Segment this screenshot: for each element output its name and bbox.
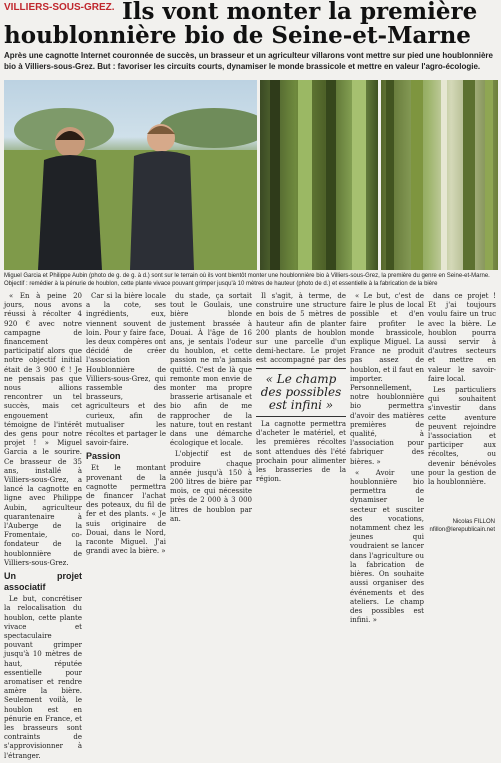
paragraph: « En à peine 20 jours, nous avons réussi à récolter 4 920 € avec notre campagne de financement participatif alors que notre objectif initial était de 3 900 € ! Je ne pensais pas que nous allions rencontrer un tel succès, mais cet engouement témoigne de l'intérêt des gens pour notre projet ! » Miguel Garcia a le sourire. Ce brasseur de 35 ans, installé à Villiers-sous-Grez, a lancé la cagnotte en ligne avec Philippe Aubin, agriculteur quarantenaire à l'Auberge de la Fromentaie, co-fondateur de la houblonnière de Villiers-sous-Grez. <box>4 292 82 567</box>
photo-hops-vines <box>260 80 378 270</box>
paragraph: L'objectif est de produire chaque année jusqu'à 150 à 200 litres de bière par mois, ce qui nécessite près de 2 000 à 3 000 litres de houblon par an. <box>170 450 252 523</box>
paragraph: Les particuliers qui souhaitent s'investir dans cette aventure peuvent rejoindre l'association et participer aux récoltes, ou devenir bénévoles pour la gestion de la houblonnière. <box>428 386 496 487</box>
article-column-3 <box>170 292 252 526</box>
paragraph: du stade, ça sortait tout le Goulais, une bière blonde justement brassée à Douai. À l'âge de 16 ans, je sentais l'odeur du houblon, et cette passion ne m'a jamais quitté. C'est de là que remonte mon envie de monter ma propre brasserie artisanale et bio afin de me rapprocher de la nature, tout en restant dans une démarche écologique et locale. <box>170 292 252 448</box>
article-photos <box>4 80 498 270</box>
article-column-1 <box>4 292 82 763</box>
paragraph: Et le montant provenant de la cagnotte permettra de financer l'achat des poteaux, du fil de fer et des plants. « Je suis originaire de Douai, dans le Nord, raconte Miguel. J'ai grandi avec la bière. » <box>86 464 166 556</box>
paragraph: Le but, concrétiser la relocalisation du houblon, cette plante vivace et spectaculaire pouvant grimper jusqu'à 10 mètres de haut, réputée essentielle pour aromatiser et rendre amère la bière. Seulement voilà, le houblon est en pénurie en France, et les brasseurs sont contraints de s'approvisionner à l'étranger. <box>4 595 82 760</box>
author-email: nfillon@lerepublicain.net <box>429 527 495 533</box>
paragraph: « Le but, c'est de faire le plus de local possible et d'en faire profiter le monde brassicole, explique Miguel. La France ne produit pas assez de houblon, et il faut en importer. Personnellement, notre houblonnière bio permettra d'avoir des matières premières de qualité, à l'association pour fabriquer des bières. » <box>350 292 424 466</box>
article-column-6 <box>428 292 496 489</box>
article-column-4-top <box>256 292 346 366</box>
photo-caption: Miguel Garcia et Philippe Aubin (photo de g. de g. à d.) sont sur le terrain où ils vont bientôt monter une houblonnière bio à Villiers-sous-Grez, la première du genre en Seine-et-Marne. Objectif : remédier à la pénurie de houblon, cette plante vivace pouvant grimper jusqu'à 10 mètres de hauteur (photo de d.) et essentielle à la fabrication de la bière <box>4 273 490 287</box>
photo-two-men-field <box>4 80 257 270</box>
article-column-5 <box>350 292 424 627</box>
subheading: Un projet associatif <box>4 571 82 593</box>
article-kicker: VILLIERS-SOUS-GREZ. <box>4 2 115 13</box>
article-signature <box>430 518 495 534</box>
subheading: Passion <box>86 451 121 462</box>
paragraph: La cagnotte permettra d'acheter le matériel, et les premières récoltes sont attendues dès l'été prochain pour alimenter les brasseries de la région. <box>256 420 346 484</box>
headline-line-2: houblonnière bio de Seine-et-Marne <box>4 22 471 49</box>
pull-quote: « Le champ des possibles est infini » <box>256 368 346 417</box>
paragraph: dans ce projet ! Et j'ai toujours voulu faire un truc avec la bière. Le houblon pourra aussi servir à d'autres secteurs et mettre en valeur le savoir-faire local. <box>428 292 496 383</box>
article-lede: Après une cagnotte Internet couronnée de succès, un brasseur et un agriculteur villarons vont mettre sur pied une houblonnière bio à Villiers-sous-Grez. But : favoriser les circuits courts, dynamiser le monde brassicole et mettre en valeur l'agro-écologie. <box>4 51 493 71</box>
paragraph: Car si la bière locale a la cote, ses ingrédients, eux, viennent souvent de loin. Pour y faire face, les deux compères ont décidé de créer l'association Houblonnière de Villiers-sous-Grez, qui rassemble des brasseurs, agriculteurs et des curieux, afin de mutualiser les récoltes et partager le savoir-faire. <box>86 292 166 448</box>
paragraph: « Avoir une houblonnière bio permettra de dynamiser le secteur et susciter des vocations, notamment chez les jeunes qui voudraient se lancer dans l'agriculture ou la fabrication de bières. On souhaite aussi organiser des événements et des ateliers. Le champ des possibles est infini. » <box>350 468 424 625</box>
photo-hops-rows-illustration <box>381 80 498 270</box>
photo-two-men-illustration <box>4 80 257 270</box>
photo-hops-rows <box>381 80 498 270</box>
headline-line-1: Ils vont monter la première <box>122 0 478 25</box>
paragraph: Il s'agit, à terme, de construire une structure en bois de 5 mètres de hauteur afin de planter 200 plants de houblon sur une parcelle d'un demi-hectare. Le projet est accompagné par des <box>256 292 346 365</box>
article-headline <box>4 0 498 48</box>
author-name: Nicolas FILLON <box>452 519 495 525</box>
article-column-2 <box>86 292 166 558</box>
photo-hops-illustration <box>260 80 378 270</box>
article-column-4-bottom <box>256 420 346 486</box>
